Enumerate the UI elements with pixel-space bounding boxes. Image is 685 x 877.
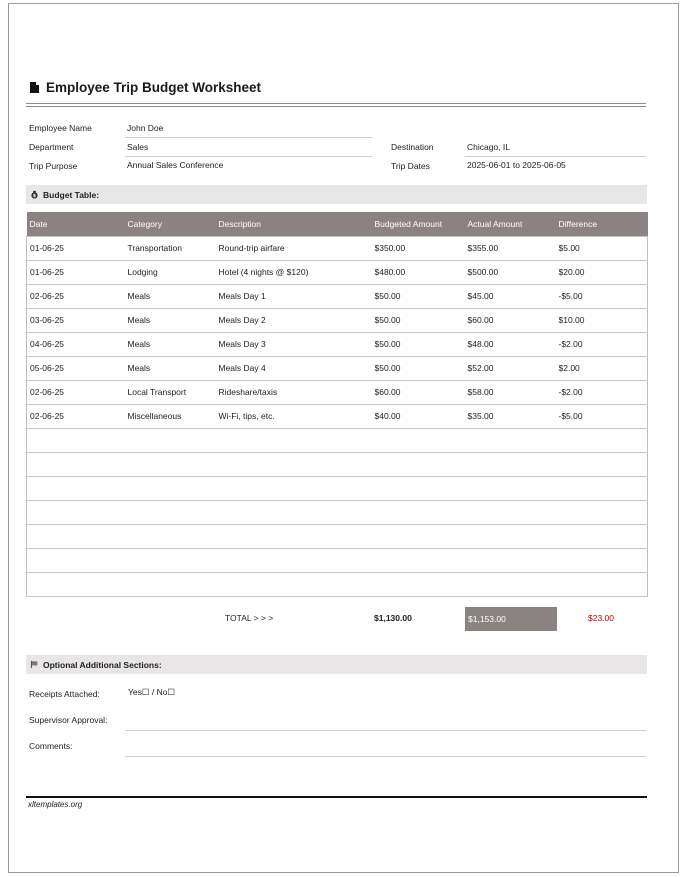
cell-difference[interactable]: -$2.00 [556,380,648,404]
cell-difference[interactable] [556,548,648,572]
svg-text:$: $ [32,194,37,199]
cell-description[interactable] [216,500,372,524]
cell-category[interactable]: Lodging [125,260,216,284]
cell-actual-amount[interactable] [465,524,556,548]
cell-difference[interactable]: $2.00 [556,356,648,380]
cell-actual-amount[interactable] [465,476,556,500]
cell-actual-amount[interactable]: $60.00 [465,308,556,332]
table-row [27,428,648,452]
cell-budgeted-amount[interactable] [372,548,465,572]
cell-difference[interactable] [556,500,648,524]
cell-description[interactable] [216,452,372,476]
cell-budgeted-amount[interactable]: $40.00 [372,404,465,428]
comments-label: Comments: [29,741,73,751]
cell-category[interactable]: Miscellaneous [125,404,216,428]
cell-actual-amount[interactable] [465,548,556,572]
trip-purpose-field[interactable]: Annual Sales Conference [127,160,224,170]
cell-category[interactable] [125,572,216,596]
cell-description[interactable] [216,428,372,452]
budget-table [26,212,648,597]
flag-icon [30,660,39,669]
cell-difference[interactable]: -$5.00 [556,404,648,428]
cell-difference[interactable]: $5.00 [556,236,648,260]
cell-budgeted-amount[interactable] [372,452,465,476]
cell-budgeted-amount[interactable] [372,500,465,524]
cell-description[interactable]: Meals Day 2 [216,308,372,332]
cell-date[interactable] [27,476,125,500]
footer-source: xltemplates.org [28,800,83,809]
cell-category[interactable]: Local Transport [125,380,216,404]
cell-budgeted-amount[interactable]: $50.00 [372,332,465,356]
cell-description[interactable] [216,524,372,548]
cell-date[interactable]: 03-06-25 [27,308,125,332]
table-row [27,332,648,356]
cell-category[interactable] [125,452,216,476]
trip-dates-field[interactable]: 2025-06-01 to 2025-06-05 [467,160,566,170]
cell-difference[interactable]: $20.00 [556,260,648,284]
cell-actual-amount[interactable] [465,428,556,452]
table-header-row [27,212,648,236]
cell-date[interactable] [27,524,125,548]
table-row [27,260,648,284]
cell-date[interactable]: 04-06-25 [27,332,125,356]
cell-actual-amount[interactable]: $35.00 [465,404,556,428]
cell-category[interactable] [125,500,216,524]
cell-budgeted-amount[interactable]: $50.00 [372,308,465,332]
department-line [125,156,372,157]
optional-section-title: Optional Additional Sections: [43,659,162,670]
cell-category[interactable]: Meals [125,284,216,308]
destination-line [465,156,646,157]
cell-description[interactable]: Hotel (4 nights @ $120) [216,260,372,284]
cell-budgeted-amount[interactable] [372,428,465,452]
cell-description[interactable]: Wi-Fi, tips, etc. [216,404,372,428]
cell-actual-amount[interactable]: $58.00 [465,380,556,404]
cell-description[interactable]: Meals Day 3 [216,332,372,356]
cell-category[interactable]: Meals [125,308,216,332]
cell-category[interactable]: Meals [125,356,216,380]
cell-category[interactable] [125,476,216,500]
title-text: Employee Trip Budget Worksheet [46,80,262,95]
trip-purpose-label: Trip Purpose [29,161,78,171]
title-rule-top [26,103,646,104]
cell-date[interactable]: 02-06-25 [27,380,125,404]
cell-actual-amount[interactable] [465,572,556,596]
cell-date[interactable]: 02-06-25 [27,404,125,428]
department-field[interactable]: Sales [127,142,149,152]
comments-field[interactable] [125,756,646,757]
receipts-label: Receipts Attached: [29,689,100,699]
cell-date[interactable] [27,428,125,452]
cell-budgeted-amount[interactable]: $350.00 [372,236,465,260]
cell-description[interactable]: Meals Day 4 [216,356,372,380]
cell-description[interactable] [216,548,372,572]
cell-date[interactable] [27,548,125,572]
cell-date[interactable] [27,572,125,596]
cell-actual-amount[interactable]: $355.00 [465,236,556,260]
total-label: TOTAL > > > [225,613,274,623]
cell-category[interactable]: Meals [125,332,216,356]
receipts-checkbox-field[interactable]: Yes☐ / No☐ [128,687,176,697]
title-rule-bottom [26,106,646,107]
cell-budgeted-amount[interactable] [372,524,465,548]
cell-category[interactable] [125,548,216,572]
cell-category[interactable]: Transportation [125,236,216,260]
cell-budgeted-amount[interactable]: $480.00 [372,260,465,284]
table-row [27,308,648,332]
table-row [27,380,648,404]
cell-date[interactable]: 01-06-25 [27,236,125,260]
header-actual-amount: Actual Amount [465,212,556,236]
cell-actual-amount[interactable]: $52.00 [465,356,556,380]
supervisor-approval-field[interactable] [125,730,646,731]
cell-actual-amount[interactable]: $48.00 [465,332,556,356]
header-description: Description [216,212,372,236]
destination-label: Destination [391,142,434,152]
cell-description[interactable]: Rideshare/taxis [216,380,372,404]
cell-budgeted-amount[interactable] [372,572,465,596]
table-row [27,572,648,596]
cell-budgeted-amount[interactable] [372,476,465,500]
cell-difference[interactable]: -$2.00 [556,332,648,356]
cell-date[interactable] [27,500,125,524]
cell-actual-amount[interactable] [465,500,556,524]
table-row [27,452,648,476]
cell-category[interactable] [125,524,216,548]
cell-difference[interactable]: $10.00 [556,308,648,332]
cell-difference[interactable]: -$5.00 [556,284,648,308]
cell-budgeted-amount[interactable]: $50.00 [372,356,465,380]
cell-budgeted-amount[interactable]: $50.00 [372,284,465,308]
cell-description[interactable] [216,572,372,596]
table-row [27,356,648,380]
cell-difference[interactable] [556,524,648,548]
cell-actual-amount[interactable]: $500.00 [465,260,556,284]
table-row [27,236,648,260]
table-row [27,548,648,572]
cell-difference[interactable] [556,452,648,476]
header-budgeted-amount: Budgeted Amount [372,212,465,236]
cell-difference[interactable] [556,572,648,596]
cell-actual-amount[interactable] [465,452,556,476]
table-row [27,500,648,524]
total-actual: $1,153.00 [465,607,557,631]
optional-section-header [26,655,647,674]
cell-actual-amount[interactable]: $45.00 [465,284,556,308]
cell-difference[interactable] [556,476,648,500]
cell-difference[interactable] [556,428,648,452]
department-label: Department [29,142,74,152]
document-icon [30,82,39,93]
budget-section-title: Budget Table: [43,189,100,200]
header-category: Category [125,212,216,236]
cell-budgeted-amount[interactable]: $60.00 [372,380,465,404]
cell-category[interactable] [125,428,216,452]
table-row [27,404,648,428]
cell-date[interactable] [27,452,125,476]
footer-rule [26,796,647,798]
destination-field[interactable]: Chicago, IL [467,142,510,152]
cell-description[interactable] [216,476,372,500]
cell-date[interactable]: 02-06-25 [27,284,125,308]
header-date: Date [27,212,125,236]
cell-description[interactable]: Meals Day 1 [216,284,372,308]
employee-name-field[interactable]: John Doe [127,123,164,133]
budget-section-header [26,185,647,204]
money-bag-icon [30,190,39,199]
total-budgeted: $1,130.00 [374,613,412,623]
trip-dates-label: Trip Dates [391,161,430,171]
header-difference: Difference [556,212,648,236]
page-title [30,80,261,95]
employee-name-label: Employee Name [29,123,92,133]
table-row [27,524,648,548]
employee-name-line [125,137,372,138]
cell-date[interactable]: 01-06-25 [27,260,125,284]
cell-description[interactable]: Round-trip airfare [216,236,372,260]
table-row [27,476,648,500]
total-difference: $23.00 [588,613,614,623]
table-row [27,284,648,308]
supervisor-approval-label: Supervisor Approval: [29,715,108,725]
cell-date[interactable]: 05-06-25 [27,356,125,380]
